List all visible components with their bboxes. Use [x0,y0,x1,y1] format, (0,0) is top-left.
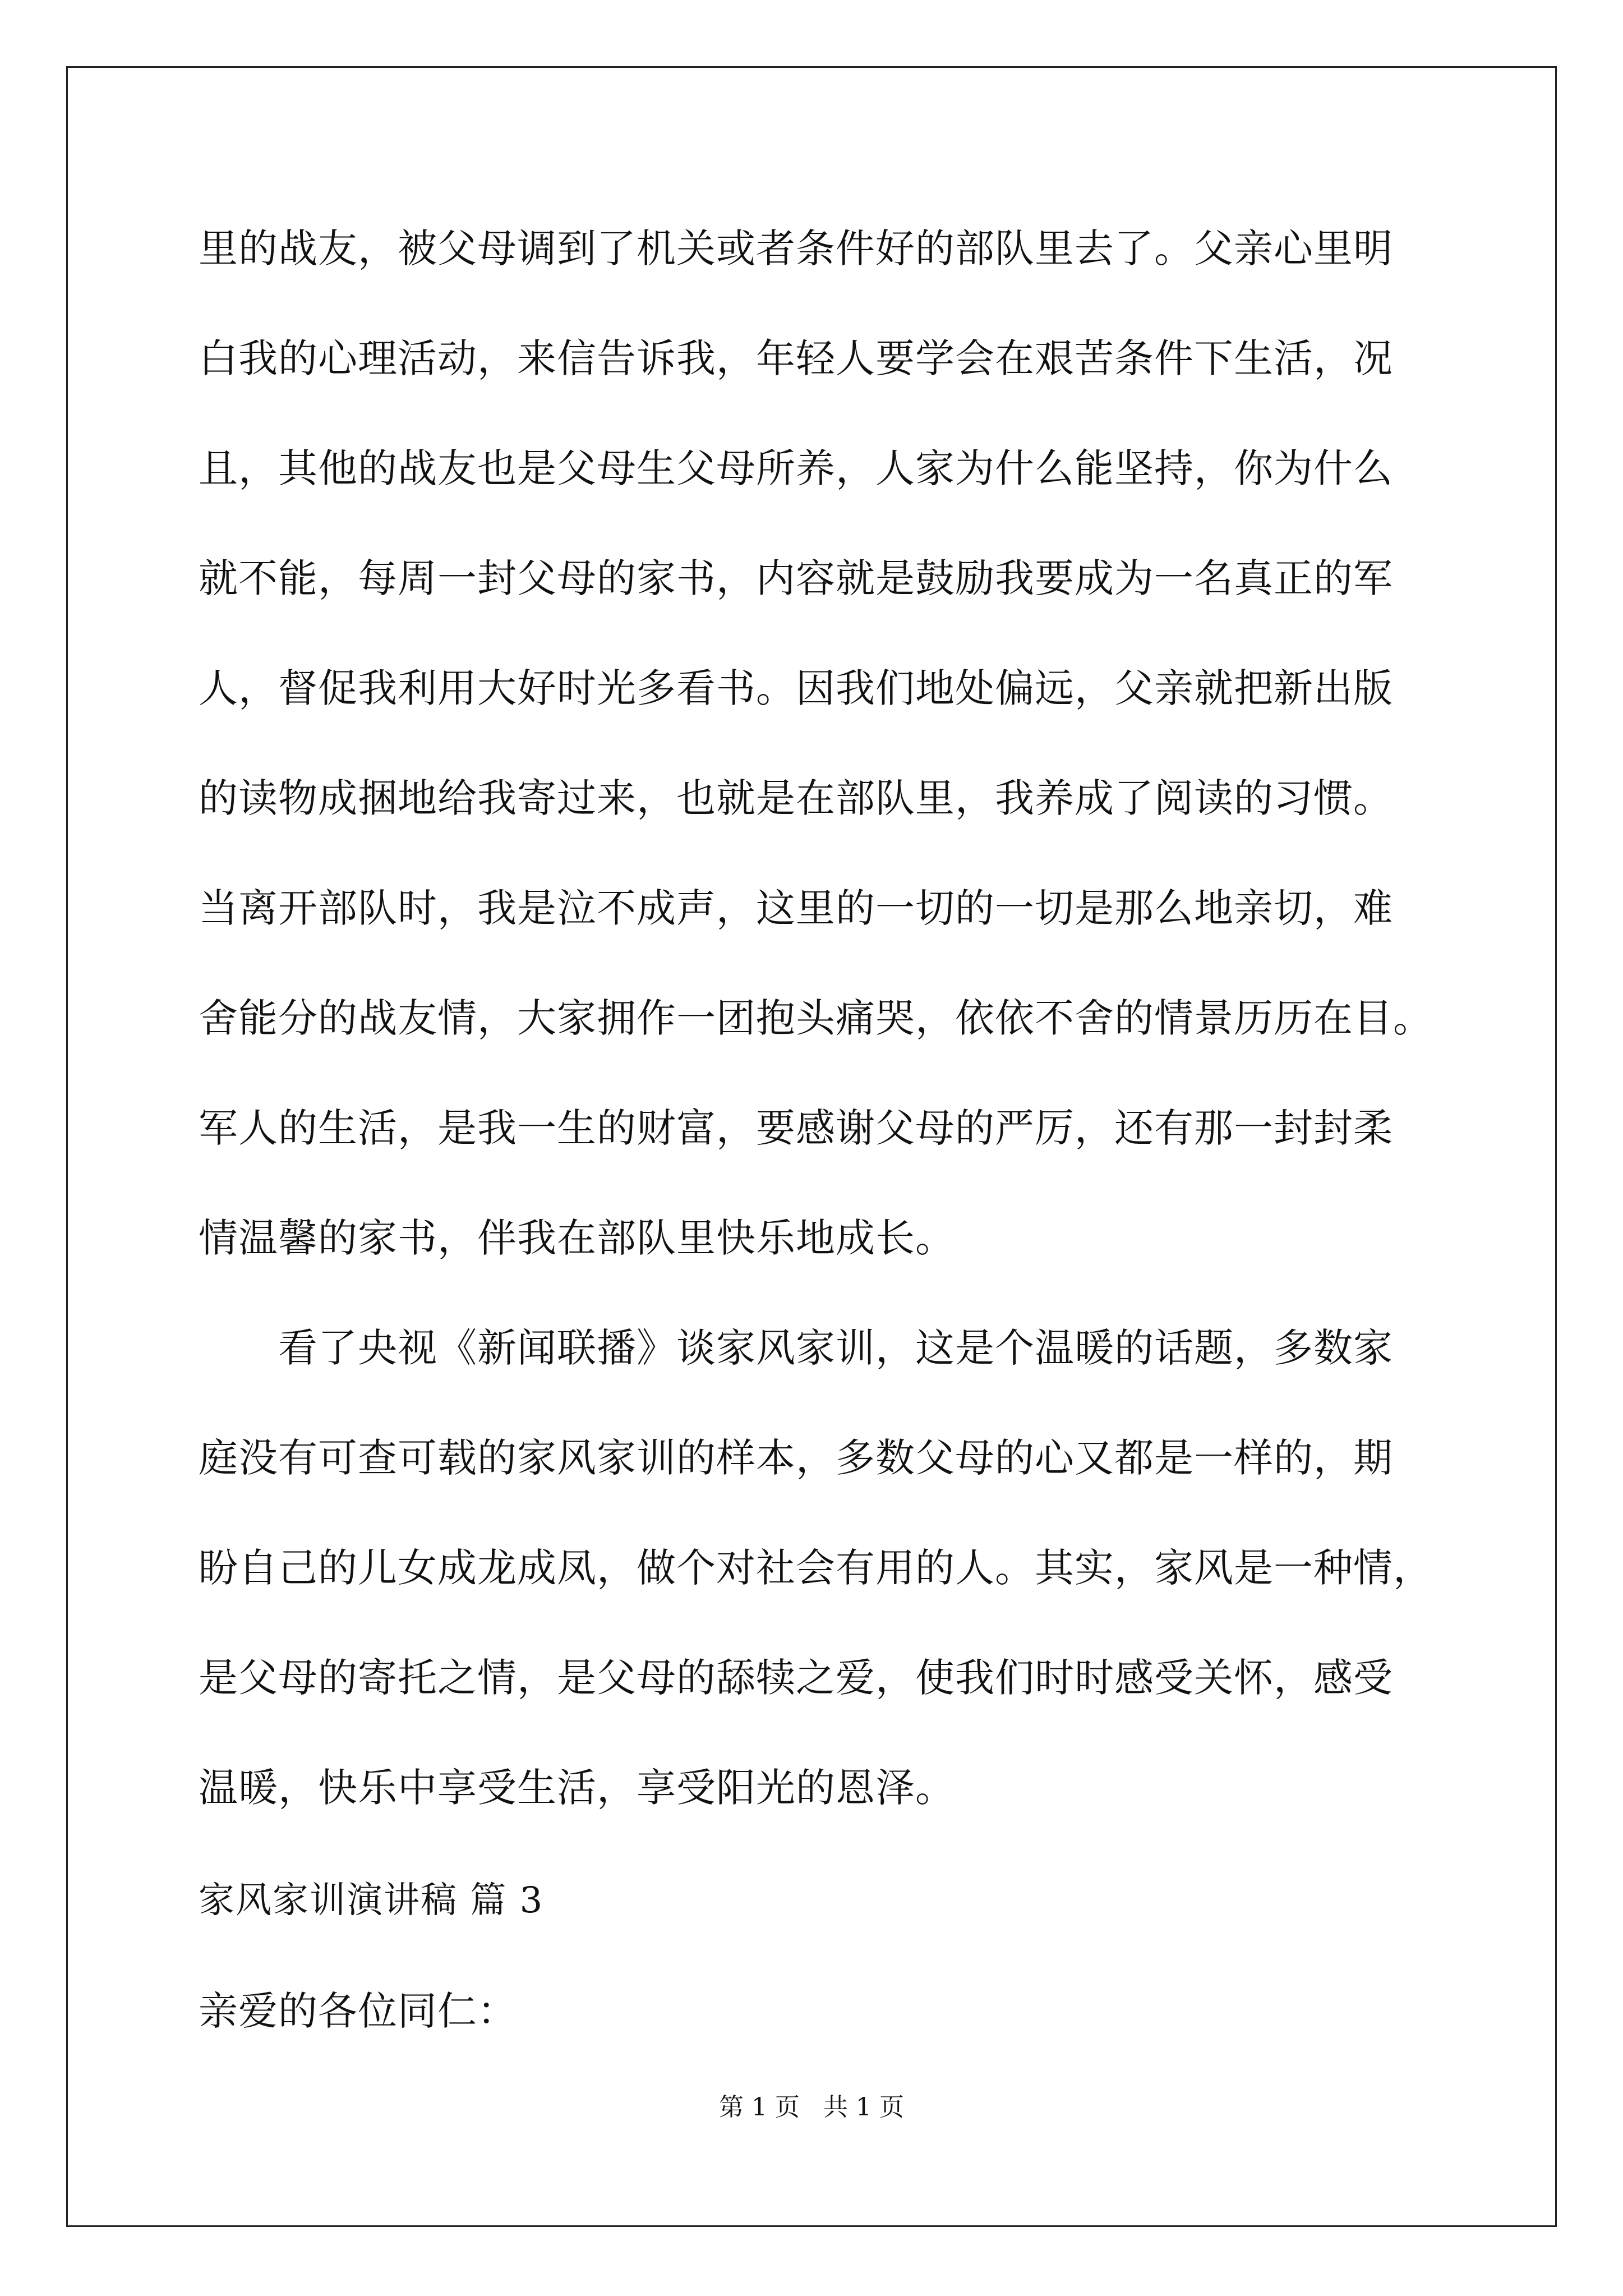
paragraph-line: 看了央视《新闻联播》谈家风家训，这是个温暖的话题，多数家 [278,1325,1393,1371]
paragraph-line: 就不能，每周一封父母的家书，内容就是鼓励我要成为一名真正的军 [199,555,1393,601]
paragraph-line: 当离开部队时，我是泣不成声，这里的一切的一切是那么地亲切，难 [199,885,1393,931]
page-footer: 第 1 页 共 1 页 [719,2093,904,2122]
paragraph-line: 盼自己的儿女成龙成凤，做个对社会有用的人。其实，家风是一种情， [199,1545,1433,1591]
paragraph-line: 人，督促我利用大好时光多看书。因我们地处偏远，父亲就把新出版 [199,665,1393,711]
paragraph-line: 庭没有可查可载的家风家训的样本，多数父母的心又都是一样的，期 [199,1435,1393,1481]
paragraph-line: 的读物成捆地给我寄过来，也就是在部队里，我养成了阅读的习惯。 [199,775,1393,821]
paragraph-line: 白我的心理活动，来信告诉我，年轻人要学会在艰苦条件下生活，况 [199,335,1393,381]
paragraph-line: 温暖，快乐中享受生活，享受阳光的恩泽。 [199,1765,955,1811]
paragraph-line: 情温馨的家书，伴我在部队里快乐地成长。 [199,1215,955,1261]
paragraph-line: 舍能分的战友情，大家拥作一团抱头痛哭，依依不舍的情景历历在目。 [199,995,1433,1041]
greeting: 亲爱的各位同仁： [199,1988,517,2034]
paragraph-line: 是父母的寄托之情，是父母的舔犊之爱，使我们时时感受关怀，感受 [199,1655,1393,1701]
section-heading: 家风家训演讲稿 篇 3 [199,1880,544,1921]
paragraph-line: 军人的生活，是我一生的财富，要感谢父母的严厉，还有那一封封柔 [199,1105,1393,1151]
paragraph-line: 里的战友，被父母调到了机关或者条件好的部队里去了。父亲心里明 [199,226,1393,272]
paragraph-line: 且，其他的战友也是父母生父母所养，人家为什么能坚持，你为什么 [199,445,1393,491]
